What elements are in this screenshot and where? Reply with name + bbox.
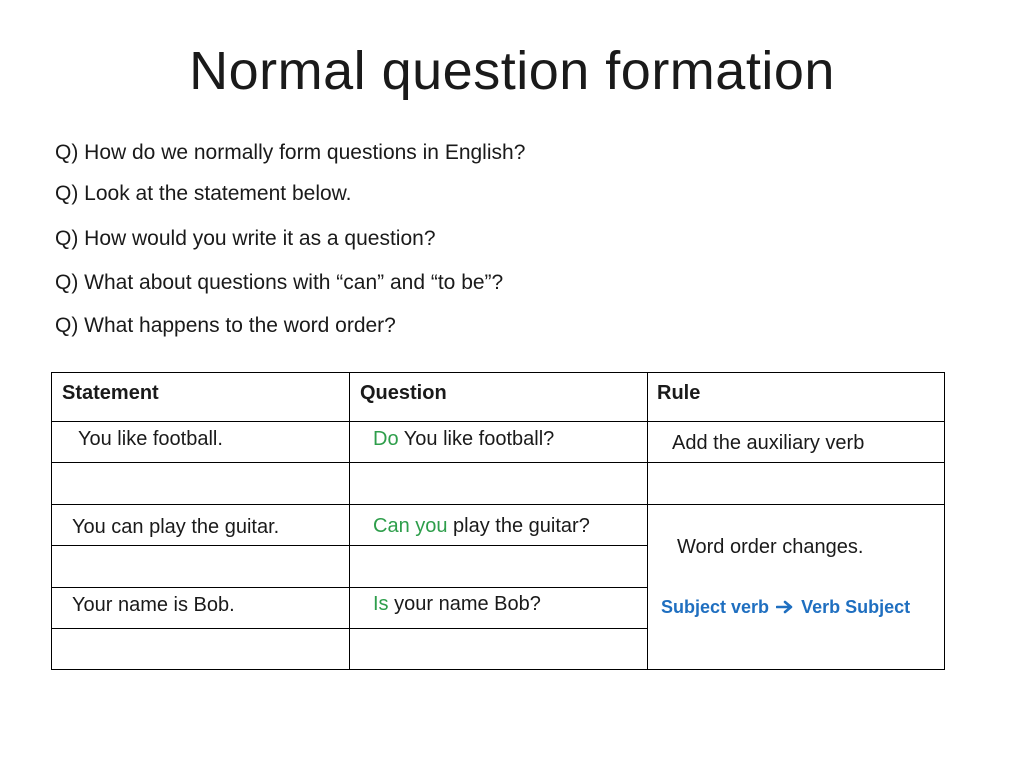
table-header-divider: [51, 421, 945, 422]
statement-cell: You like football.: [78, 428, 223, 450]
auxiliary-verb: Can you: [373, 515, 448, 537]
statement-cell: Your name is Bob.: [72, 594, 235, 616]
table-border-right: [944, 372, 945, 670]
merged-rule-text: Word order changes.: [677, 536, 864, 558]
question-cell: [373, 515, 590, 538]
question-rest: your name Bob?: [388, 593, 541, 615]
question-rest: You like football?: [398, 428, 555, 450]
header-statement: Statement: [62, 382, 159, 404]
question-1: Q) How do we normally form questions in English?: [55, 141, 526, 164]
header-rule: Rule: [657, 382, 701, 404]
arrow-right-icon: [776, 597, 794, 618]
question-cell: [373, 428, 554, 451]
question-cell: [373, 593, 541, 616]
table-column-divider: [349, 372, 350, 670]
auxiliary-verb: Do: [373, 428, 399, 450]
rule-verb-subject: Verb Subject: [801, 597, 911, 617]
slide-title: Normal question formation: [189, 41, 835, 101]
auxiliary-verb: Is: [373, 593, 389, 615]
question-rest: play the guitar?: [447, 515, 590, 537]
question-5: Q) What happens to the word order?: [55, 314, 396, 337]
table-border-bottom: [51, 669, 945, 670]
rule-cell: Add the auxiliary verb: [672, 432, 865, 454]
table-border-left: [51, 372, 52, 670]
header-question: Question: [360, 382, 447, 404]
question-2: Q) Look at the statement below.: [55, 182, 352, 205]
table-border-top: [51, 372, 945, 373]
rule-subject-verb: Subject verb: [661, 597, 770, 617]
question-4: Q) What about questions with “can” and “to be”?: [55, 271, 504, 294]
question-3: Q) How would you write it as a question?: [55, 227, 436, 250]
table-row-divider: [51, 462, 945, 463]
statement-cell: You can play the guitar.: [72, 516, 280, 538]
table-column-divider: [647, 372, 648, 670]
word-order-rule: [661, 597, 910, 618]
table-row-divider: [51, 504, 945, 505]
